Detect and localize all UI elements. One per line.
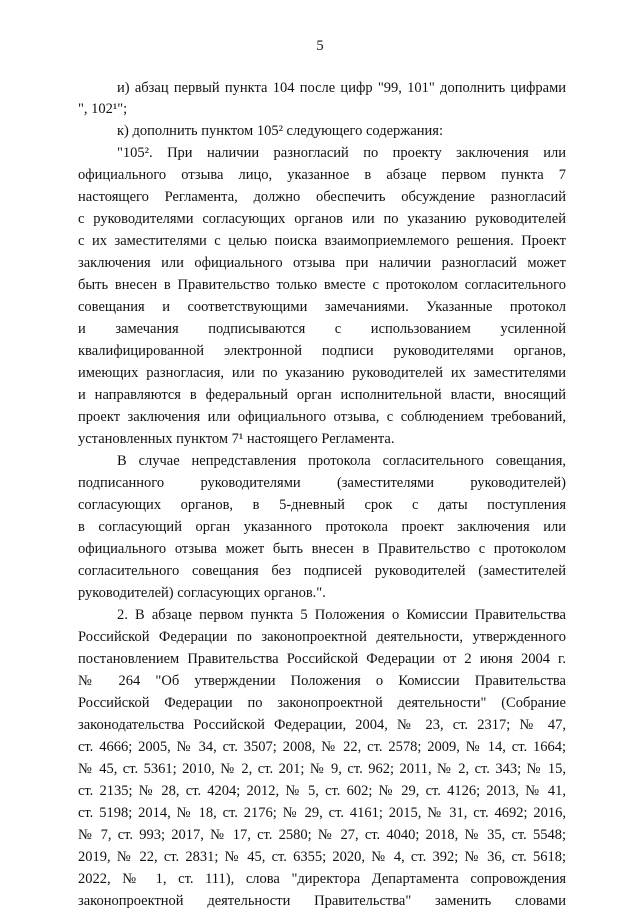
text-line-1: и) абзац первый пункта 104 после цифр "99, 101" дополнить цифрами bbox=[117, 80, 566, 96]
text-line-6: настоящего Регламента, должно обеспечить обсуждение разногласий bbox=[78, 189, 566, 205]
text-line-3: к) дополнить пунктом 105² следующего содержания: bbox=[117, 123, 443, 139]
text-line-22: официального отзыва может быть внесен в Правительство с протоколом bbox=[78, 541, 566, 557]
text-line-23: согласительного совещания без подписей руководителей (заместителей bbox=[78, 563, 566, 579]
text-line-38: законопроектной деятельности Правительства" заменить словами bbox=[78, 893, 566, 909]
text-line-35: № 7, ст. 993; 2017, № 17, ст. 2580; № 27, ст. 4040; 2018, № 35, ст. 5548; bbox=[78, 827, 566, 843]
text-line-13: квалифицированной электронной подписи руководителями органов, bbox=[78, 343, 566, 359]
text-line-34: ст. 5198; 2014, № 18, ст. 2176; № 29, ст. 4161; 2015, № 31, ст. 4692; 2016, bbox=[78, 805, 566, 821]
text-line-28: № 264 "Об утверждении Положения о Комиссии Правительства bbox=[78, 673, 566, 689]
text-line-17: установленных пунктом 7¹ настоящего Регламента. bbox=[78, 431, 395, 447]
text-line-31: ст. 4666; 2005, № 34, ст. 3507; 2008, № 22, ст. 2578; 2009, № 14, ст. 1664; bbox=[78, 739, 566, 755]
text-line-27: постановлением Правительства Российской Федерации от 2 июня 2004 г. bbox=[78, 651, 566, 667]
text-line-11: совещания и соответствующими замечаниями. Указанные протокол bbox=[78, 299, 566, 315]
text-line-37: 2022, № 1, ст. 111), слова "директора Департамента сопровождения bbox=[78, 871, 566, 887]
text-line-19: подписанного руководителями (заместителями руководителей) bbox=[78, 475, 566, 491]
text-line-32: № 45, ст. 5361; 2010, № 2, ст. 201; № 9, ст. 962; 2011, № 2, ст. 343; № 15, bbox=[78, 761, 566, 777]
text-line-15: и направляются в федеральный орган исполнительной власти, вносящий bbox=[78, 387, 566, 403]
text-line-25: 2. В абзаце первом пункта 5 Положения о Комиссии Правительства bbox=[117, 607, 566, 623]
text-line-24: руководителей) согласующих органов.". bbox=[78, 585, 326, 601]
text-line-20: согласующих органов, в 5-дневный срок с даты поступления bbox=[78, 497, 566, 513]
text-line-14: имеющих разногласия, или по указанию руководителей их заместителями bbox=[78, 365, 566, 381]
text-line-33: ст. 2135; № 28, ст. 4204; 2012, № 5, ст. 602; № 29, ст. 4126; 2013, № 41, bbox=[78, 783, 566, 799]
text-line-4: "105². При наличии разногласий по проекту заключения или bbox=[117, 145, 566, 161]
text-line-7: с руководителями согласующих органов или по указанию руководителей bbox=[78, 211, 566, 227]
text-line-16: проект заключения или официального отзыва, с соблюдением требований, bbox=[78, 409, 566, 425]
text-line-29: Российской Федерации по законопроектной деятельности" (Собрание bbox=[78, 695, 566, 711]
page-number: 5 bbox=[316, 38, 324, 54]
text-line-26: Российской Федерации по законопроектной деятельности, утвержденного bbox=[78, 629, 566, 645]
text-line-8: с их заместителями с целью поиска взаимоприемлемого решения. Проект bbox=[78, 233, 566, 249]
text-line-30: законодательства Российской Федерации, 2004, № 23, ст. 2317; № 47, bbox=[78, 717, 566, 733]
text-line-5: официального отзыва лицо, указанное в абзаце первом пункта 7 bbox=[78, 167, 566, 183]
text-line-36: 2019, № 22, ст. 2831; № 45, ст. 6355; 2020, № 4, ст. 392; № 36, ст. 5618; bbox=[78, 849, 566, 865]
text-line-18: В случае непредставления протокола согласительного совещания, bbox=[117, 453, 566, 469]
text-line-10: быть внесен в Правительство только вместе с протоколом согласительного bbox=[78, 277, 566, 293]
text-line-9: заключения или официального отзыва при наличии разногласий может bbox=[78, 255, 566, 271]
text-line-12: и замечания подписываются с использованием усиленной bbox=[78, 321, 566, 337]
text-line-2: ", 102¹"; bbox=[78, 101, 128, 117]
text-line-21: в согласующий орган указанного протокола проект заключения или bbox=[78, 519, 566, 535]
